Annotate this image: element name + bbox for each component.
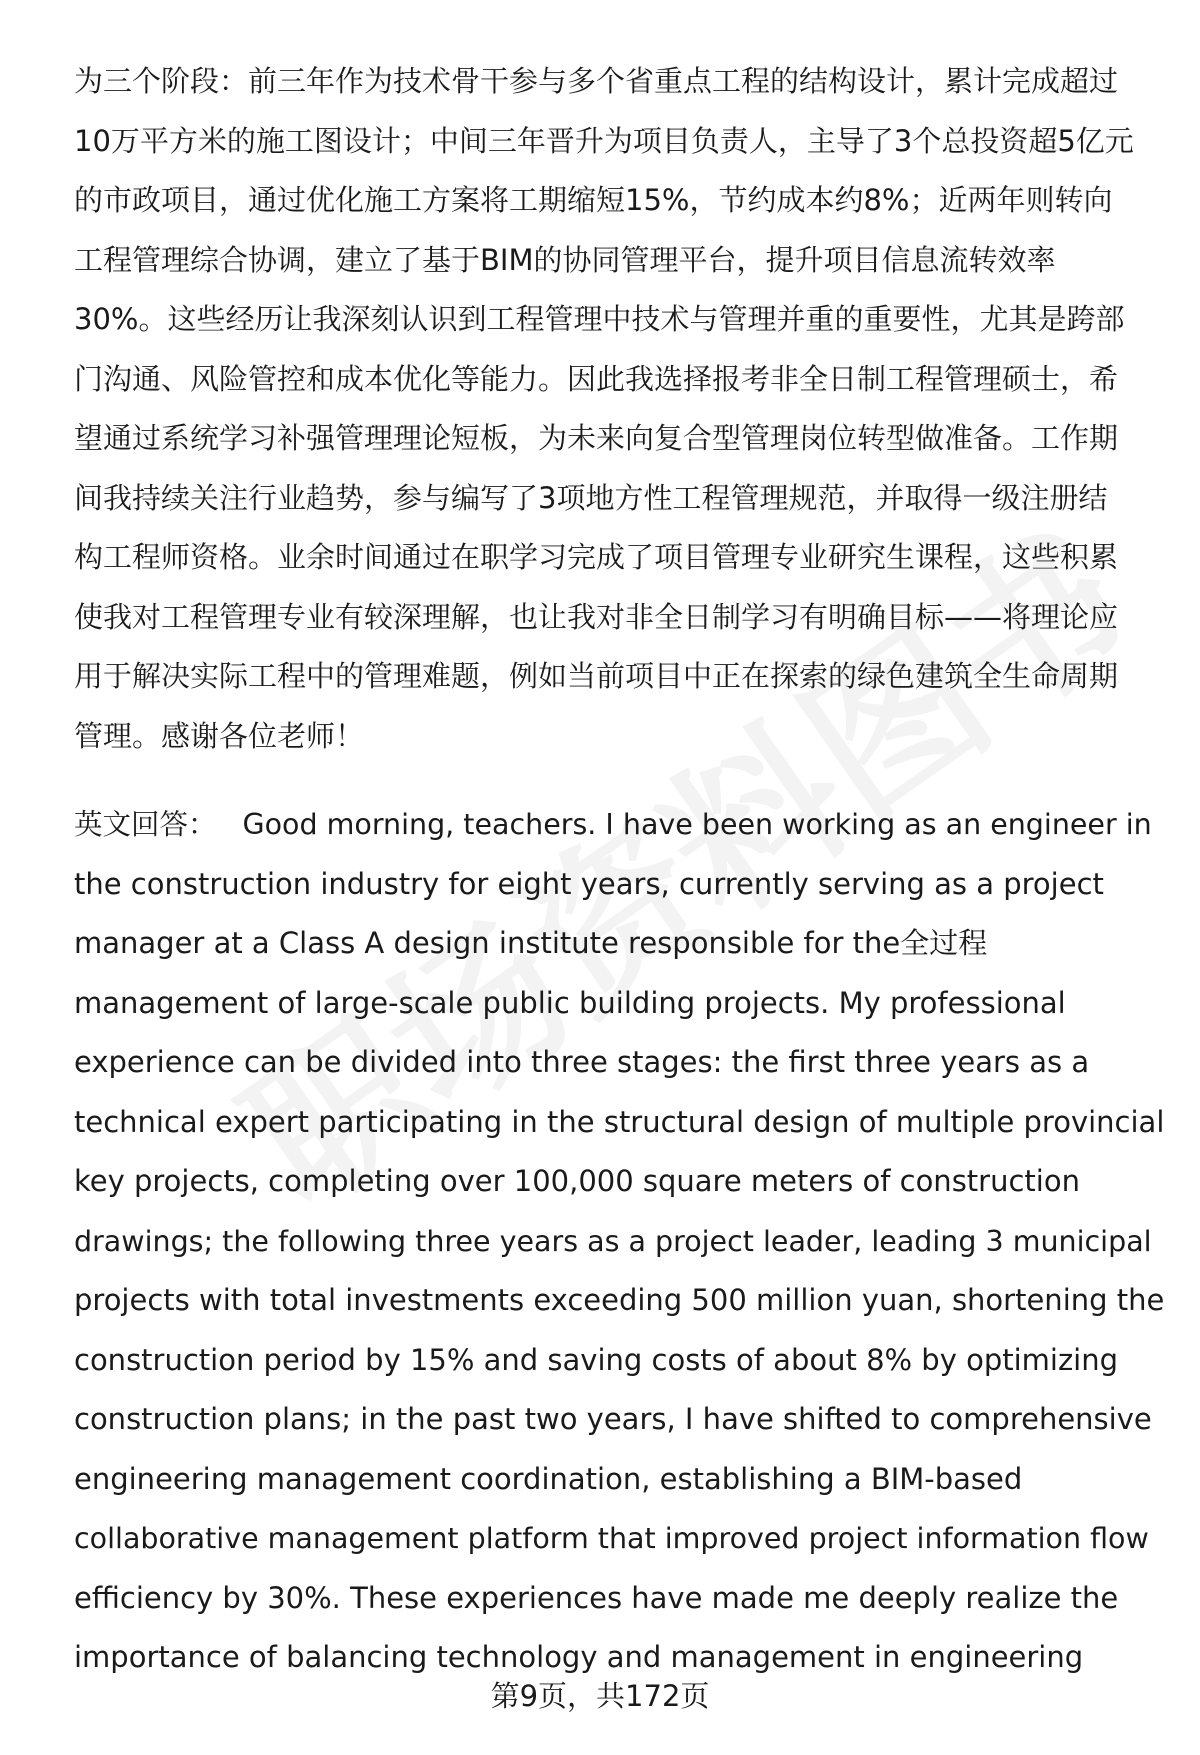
text-line: manager at a Class A design institute responsible for the全过程 bbox=[74, 926, 988, 960]
text-line: 为三个阶段：前三年作为技术骨干参与多个省重点工程的结构设计，累计完成超过 bbox=[74, 64, 1119, 98]
text-line-first bbox=[74, 795, 1164, 855]
text-line-first-content: Good morning, teachers. I have been working as an engineer in bbox=[242, 808, 1152, 841]
text-line: 的市政项目，通过优化施工方案将工期缩短15%，节约成本约8%；近两年则转向 bbox=[74, 183, 1113, 217]
chinese-answer-paragraph bbox=[74, 52, 1164, 766]
text-line: key projects, completing over 100,000 square meters of construction bbox=[74, 1164, 1080, 1198]
text-line: 使我对工程管理专业有较深理解，也让我对非全日制学习有明确目标——将理论应 bbox=[74, 599, 1119, 634]
text-line: 间我持续关注行业趋势，参与编写了3项地方性工程管理规范，并取得一级注册结 bbox=[74, 480, 1108, 515]
text-line: construction plans; in the past two years, I have shifted to comprehensive bbox=[74, 1402, 1152, 1436]
english-answer-paragraph bbox=[74, 795, 1164, 1688]
text-line: projects with total investments exceeding 500 million yuan, shortening the bbox=[74, 1283, 1165, 1317]
text-line: 构工程师资格。业余时间通过在职学习完成了项目管理专业研究生课程，这些积累 bbox=[74, 540, 1119, 574]
text-line: collaborative management platform that improved project information flow bbox=[74, 1522, 1149, 1555]
text-line: management of large-scale public building projects. My professional bbox=[74, 985, 1066, 1020]
text-line: construction period by 15% and saving costs of about 8% by optimizing bbox=[74, 1342, 1119, 1377]
text-line: technical expert participating in the structural design of multiple provincial bbox=[74, 1104, 1165, 1139]
text-line: 30%。这些经历让我深刻认识到工程管理中技术与管理并重的重要性，尤其是跨部 bbox=[74, 302, 1125, 336]
text-line: 望通过系统学习补强管理理论短板，为未来向复合型管理岗位转型做准备。工作期 bbox=[74, 421, 1119, 455]
text-line: drawings; the following three years as a project leader, leading 3 municipal bbox=[74, 1224, 1152, 1258]
text-line: efficiency by 30%. These experiences have made me deeply realize the bbox=[74, 1580, 1119, 1615]
text-line: the construction industry for eight years, currently serving as a project bbox=[74, 866, 1104, 901]
english-answer-label: 英文回答： bbox=[74, 808, 217, 841]
text-line: 管理。感谢各位老师！ bbox=[74, 718, 365, 753]
text-line: experience can be divided into three stages: the first three years as a bbox=[74, 1045, 1090, 1079]
text-line: 门沟通、风险管控和成本优化等能力。因此我选择报考非全日制工程管理硕士，希 bbox=[74, 361, 1119, 396]
text-line: importance of balancing technology and management in engineering bbox=[74, 1640, 1084, 1674]
text-line: 工程管理综合协调，建立了基于BIM的协同管理平台，提升项目信息流转效率 bbox=[74, 242, 1056, 277]
text-line: 用于解决实际工程中的管理难题，例如当前项目中正在探索的绿色建筑全生命周期 bbox=[74, 659, 1119, 693]
text-line: engineering management coordination, establishing a BIM-based bbox=[74, 1461, 1023, 1496]
text-line: 10万平方米的施工图设计；中间三年晋升为项目负责人，主导了3个总投资超5亿元 bbox=[74, 123, 1134, 158]
page-number-footer: 第9页，共172页 bbox=[490, 1679, 710, 1713]
